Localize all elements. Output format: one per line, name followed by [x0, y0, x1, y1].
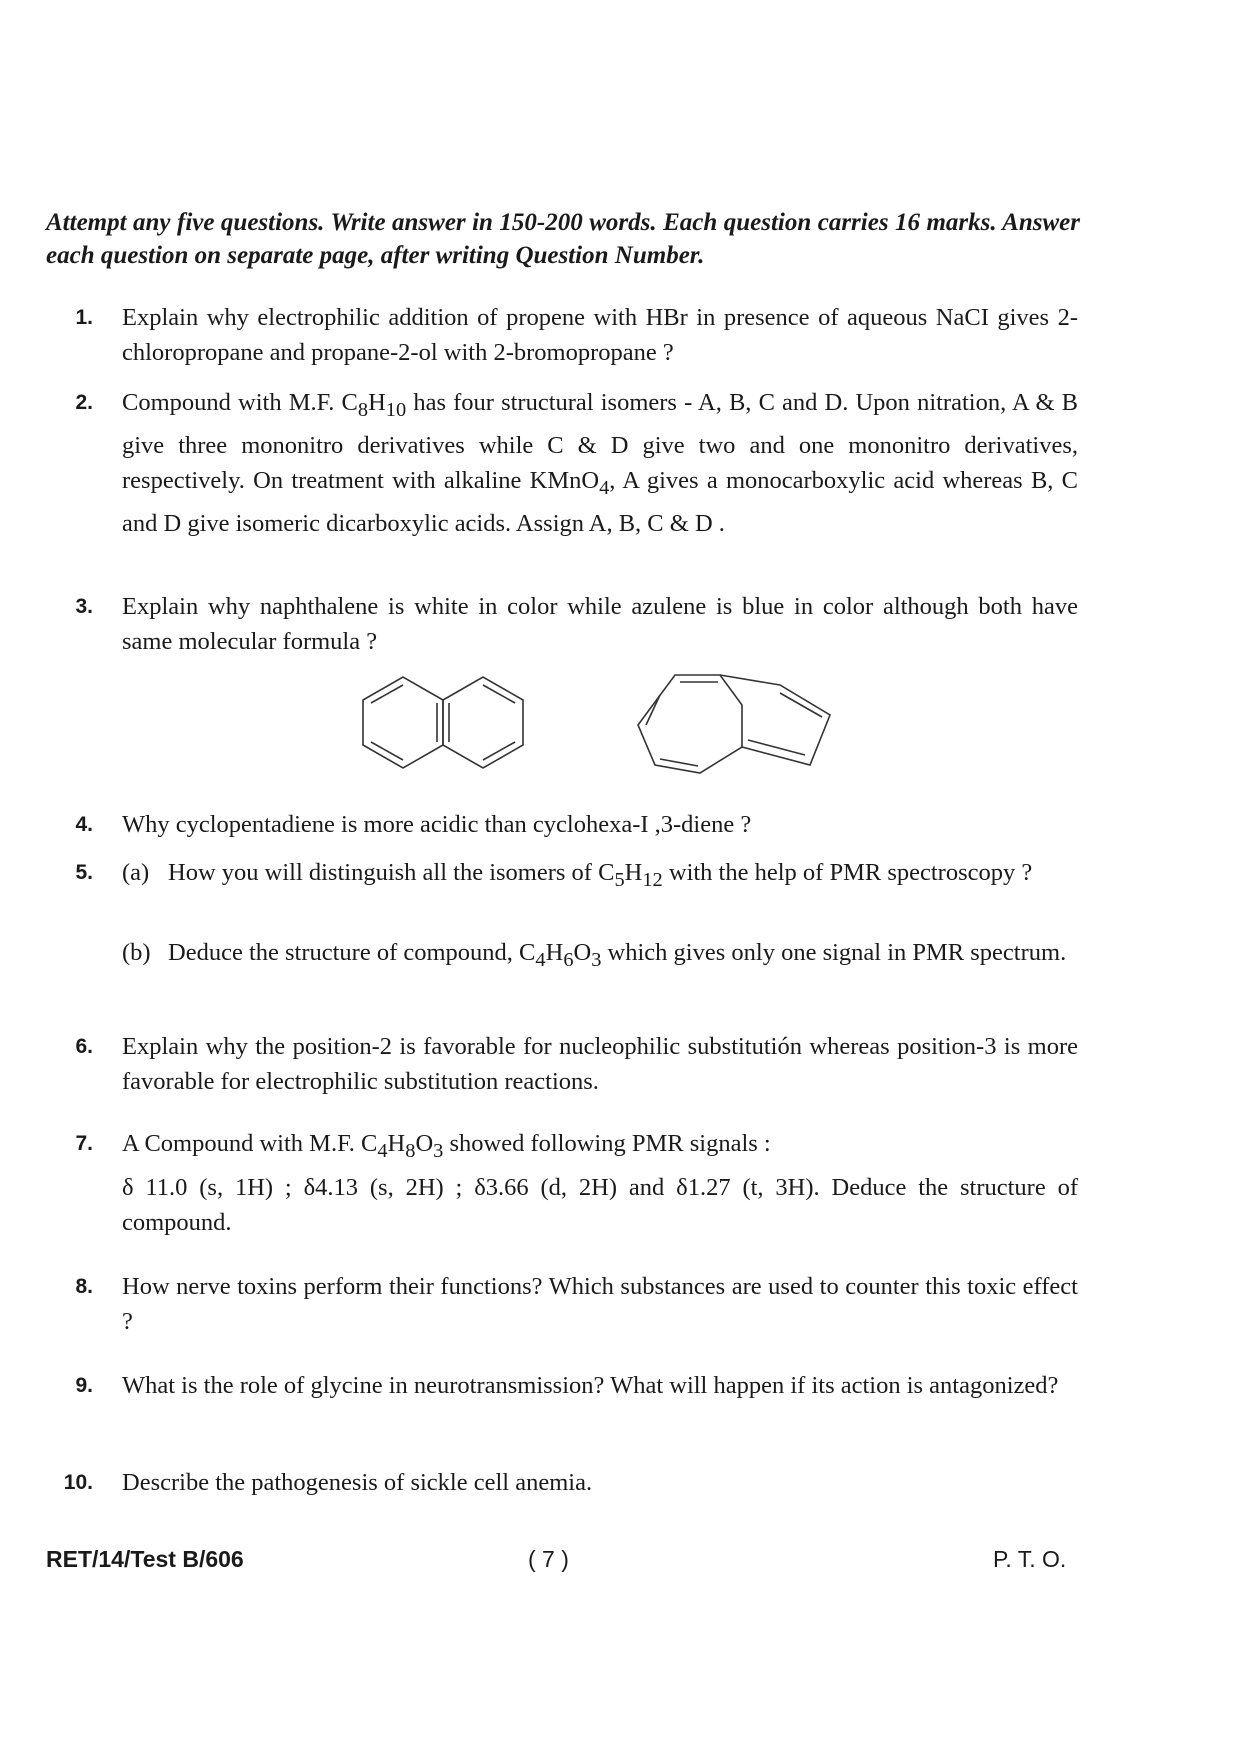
- text: O: [573, 939, 592, 966]
- question-text: Describe the pathogenesis of sickle cell anemia.: [122, 1469, 593, 1496]
- subscript: 4: [377, 1139, 388, 1162]
- question-number: 10.: [63, 1471, 93, 1494]
- question-number: 7.: [75, 1132, 93, 1155]
- text: H: [368, 389, 386, 416]
- part-label: (a): [122, 859, 150, 886]
- subscript: 8: [357, 398, 369, 421]
- subscript: 10: [385, 398, 407, 421]
- question-text: How nerve toxins perform their functions? Which substances are used to counter this toxic effect ?: [122, 1273, 1078, 1335]
- question-number: 8.: [75, 1275, 93, 1298]
- azulene-structure: [630, 665, 845, 780]
- question-text: What is the role of glycine in neurotransmission? What will happen if its action is antagonized?: [122, 1372, 1059, 1399]
- text: H: [545, 939, 564, 966]
- subscript: 5: [614, 868, 625, 891]
- subscript: 4: [599, 476, 610, 499]
- text: , A gives a monocarboxylic acid whereas B, C and D give isomeric dicarboxylic acids. Assign A, B, C & D .: [122, 466, 1078, 537]
- question-text: Explain why naphthalene is white in color while azulene is blue in color although both have same molecular formula ?: [122, 593, 1078, 655]
- question-5b: [122, 935, 1078, 978]
- instructions: Attempt any five questions. Write answer in 150-200 words. Each question carries 16 marks. Answer each question on separate page, after writing Question Number.: [46, 209, 1080, 269]
- text: Deduce the structure of compound, C: [168, 939, 536, 966]
- subscript: 8: [405, 1139, 416, 1162]
- text: which gives only one signal in PMR spectrum.: [601, 939, 1067, 966]
- text: H: [387, 1130, 406, 1157]
- text: O: [415, 1130, 434, 1157]
- question-text: Explain why electrophilic addition of propene with HBr in presence of aqueous NaCI gives 2-chloropropane and propane-2-ol with 2-bromopropane ?: [122, 304, 1078, 366]
- subscript: 3: [591, 948, 602, 971]
- question-number: 6.: [75, 1035, 93, 1058]
- text: with the help of PMR spectroscopy ?: [662, 859, 1033, 886]
- question-5a: [122, 855, 1078, 898]
- question-number: 3.: [75, 595, 93, 618]
- question-number: 2.: [75, 391, 93, 414]
- text: Compound with M.F. C: [122, 389, 358, 416]
- text: A Compound with M.F. C: [122, 1130, 378, 1157]
- question-text: [122, 1126, 1078, 1169]
- question-number: 9.: [75, 1374, 93, 1397]
- subscript: 3: [433, 1139, 444, 1162]
- pmr-signals: δ 11.0 (s, 1H) ; δ4.13 (s, 2H) ; δ3.66 (d, 2H) and δ1.27 (t, 3H). Deduce the structure of compound.: [122, 1174, 1078, 1236]
- subscript: 6: [563, 948, 574, 971]
- text: How you will distinguish all the isomers of C: [168, 859, 615, 886]
- subscript: 12: [642, 868, 663, 891]
- question-number: 5.: [75, 861, 93, 884]
- please-turn-over: P. T. O.: [993, 1546, 1067, 1572]
- question-text: Explain why the position-2 is favorable for nucleophilic substitutión whereas position-3 is more favorable for electrophilic substitution reactions.: [122, 1033, 1078, 1095]
- naphthalene-structure: [355, 665, 535, 780]
- part-label: (b): [122, 939, 151, 966]
- question-text: [168, 935, 1078, 978]
- question-text: Why cyclopentadiene is more acidic than cyclohexa-I ,3-diene ?: [122, 811, 752, 838]
- question-text: [122, 385, 1078, 541]
- question-text: [168, 855, 1078, 898]
- text: H: [624, 859, 643, 886]
- page-number: ( 7 ): [528, 1546, 569, 1572]
- question-number: 1.: [75, 306, 93, 329]
- text: has four structural isomers - A, B, C and D. Upon nitration, A & B give three mononitro derivatives while C & D give two and one mononitro derivatives, respectively. On treatment with alkaline KMnO: [122, 389, 1078, 494]
- question-number: 4.: [75, 813, 93, 836]
- subscript: 4: [535, 948, 546, 971]
- paper-code: RET/14/Test B/606: [46, 1546, 244, 1572]
- text: showed following PMR signals :: [443, 1130, 771, 1157]
